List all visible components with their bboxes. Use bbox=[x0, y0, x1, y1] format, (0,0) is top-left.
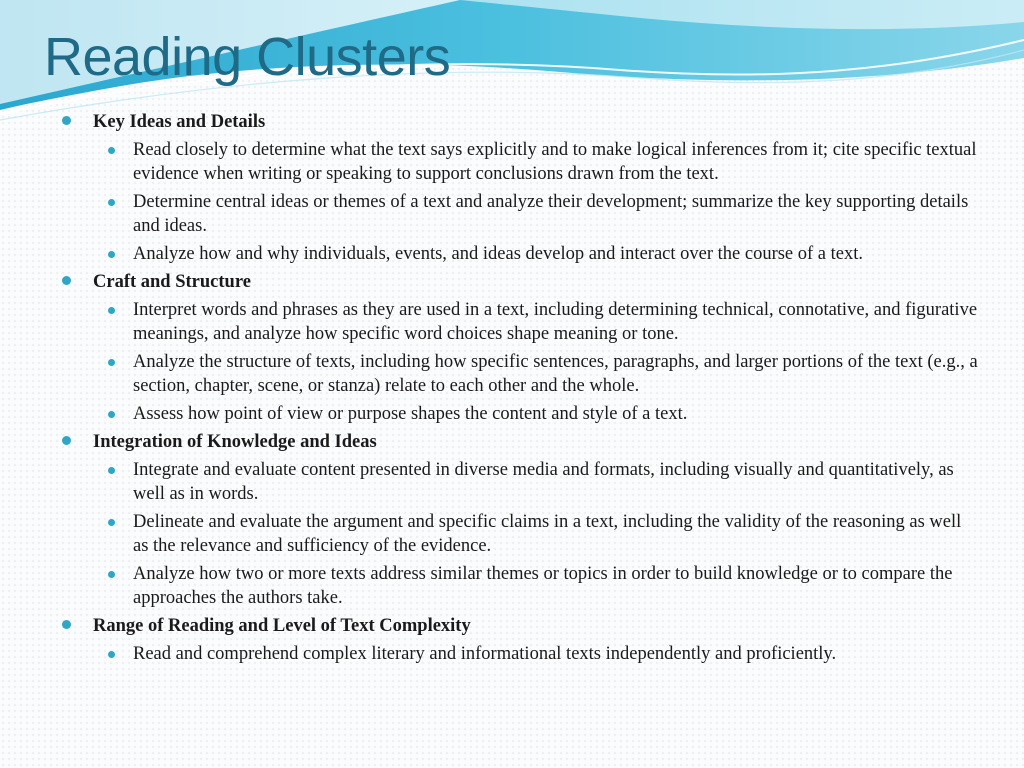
cluster-heading: Key Ideas and Details bbox=[93, 112, 266, 132]
item-text: Read closely to determine what the text says explicitly and to make logical inferences from it; cite specific textual evidence when writing or speaking to support conclusions drawn from the text. bbox=[133, 140, 977, 184]
item-text: Delineate and evaluate the argument and specific claims in a text, including the validity of the reasoning as well as the relevance and sufficiency of the evidence. bbox=[133, 512, 962, 556]
item-text: Analyze how two or more texts address similar themes or topics in order to build knowledge or to compare the approaches the authors take. bbox=[133, 564, 953, 608]
list-item bbox=[93, 510, 980, 558]
cluster-heading: Range of Reading and Level of Text Complexity bbox=[93, 616, 471, 636]
bullet-icon bbox=[62, 276, 71, 285]
item-text: Integrate and evaluate content presented in diverse media and formats, including visually and quantitatively, as well as in words. bbox=[133, 460, 954, 504]
list-item bbox=[93, 350, 980, 398]
bullet-icon bbox=[108, 251, 115, 258]
cluster-item bbox=[60, 270, 980, 426]
bullet-icon bbox=[108, 359, 115, 366]
cluster-item bbox=[60, 110, 980, 266]
content-area bbox=[60, 106, 980, 666]
cluster-list bbox=[60, 110, 980, 666]
standards-list bbox=[93, 458, 980, 610]
list-item bbox=[93, 298, 980, 346]
bullet-icon bbox=[108, 651, 115, 658]
bullet-icon bbox=[62, 116, 71, 125]
item-text: Read and comprehend complex literary and informational texts independently and proficiently. bbox=[133, 644, 837, 664]
standards-list bbox=[93, 298, 980, 426]
item-text: Determine central ideas or themes of a text and analyze their development; summarize the key supporting details and ideas. bbox=[133, 192, 969, 236]
cluster-heading: Craft and Structure bbox=[93, 272, 251, 292]
bullet-icon bbox=[108, 199, 115, 206]
cluster-heading: Integration of Knowledge and Ideas bbox=[93, 432, 377, 452]
bullet-icon bbox=[108, 519, 115, 526]
bullet-icon bbox=[108, 147, 115, 154]
slide-title: Reading Clusters bbox=[44, 27, 451, 87]
cluster-item bbox=[60, 614, 980, 666]
bullet-icon bbox=[62, 620, 71, 629]
standards-list bbox=[93, 138, 980, 266]
bullet-icon bbox=[108, 307, 115, 314]
bullet-icon bbox=[108, 571, 115, 578]
item-text: Analyze the structure of texts, including how specific sentences, paragraphs, and larger portions of the text (e.g., a section, chapter, scene, or stanza) relate to each other and the whole. bbox=[133, 352, 978, 396]
standards-list bbox=[93, 642, 980, 666]
list-item bbox=[93, 458, 980, 506]
bullet-icon bbox=[108, 411, 115, 418]
list-item bbox=[93, 138, 980, 186]
list-item bbox=[93, 402, 980, 426]
list-item bbox=[93, 242, 980, 266]
item-text: Analyze how and why individuals, events, and ideas develop and interact over the course of a text. bbox=[133, 244, 864, 264]
list-item bbox=[93, 642, 980, 666]
list-item bbox=[93, 562, 980, 610]
item-text: Assess how point of view or purpose shapes the content and style of a text. bbox=[133, 404, 688, 424]
item-text: Interpret words and phrases as they are used in a text, including determining technical, connotative, and figurative meanings, and analyze how specific word choices shape meaning or tone. bbox=[133, 300, 978, 344]
bullet-icon bbox=[108, 467, 115, 474]
bullet-icon bbox=[62, 436, 71, 445]
cluster-item bbox=[60, 430, 980, 610]
list-item bbox=[93, 190, 980, 238]
